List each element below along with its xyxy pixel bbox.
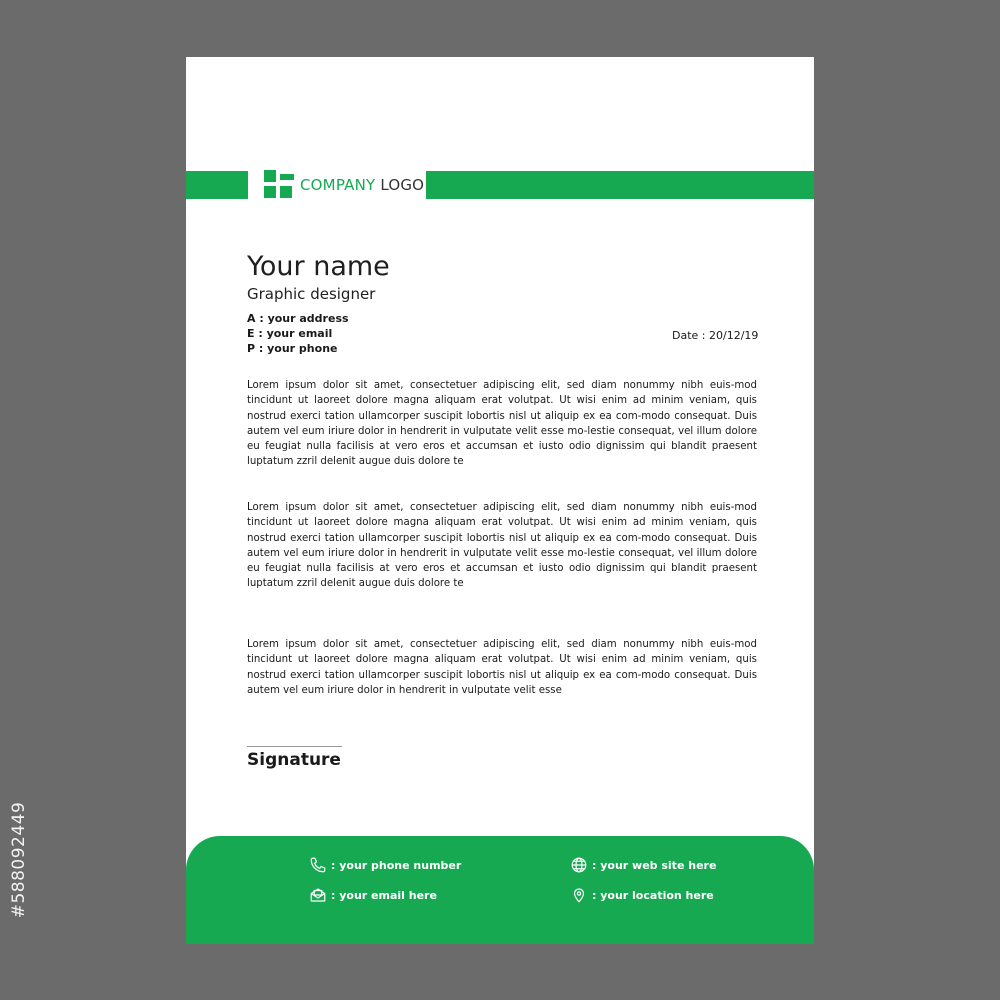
sender-contact [247,311,349,356]
signature-line [247,746,342,747]
body-paragraph: Lorem ipsum dolor sit amet, consectetuer adipiscing elit, sed diam nonummy nibh euis-mod tincidunt ut laoreet dolore magna aliquam erat volutpat. Ut wisi enim ad minim veniam, quis nostrud exerci tation ullamcorper suscipit lobortis nisl ut aliquip ex ea com-modo consequat. Duis autem vel eum iriure dolor in hendrerit in vulputate velit esse [247,639,757,696]
email-icon [309,886,327,904]
company-logo [264,169,424,201]
body-paragraph: Lorem ipsum dolor sit amet, consectetuer adipiscing elit, sed diam nonummy nibh euis-mod tincidunt ut laoreet dolore magna aliquam erat volutpat. Ut wisi enim ad minim veniam, quis nostrud exerci tation ullamcorper suscipit lobortis nisl ut aliquip ex ea com-modo consequat. Duis autem vel eum iriure dolor in hendrerit in vulputate velit esse mo-lestie consequat, vel illum dolore eu feugiat nulla facilisis at vero eros et accumsan et iusto odio dignissim qui blandit praesent luptatum zzril delenit augue duis dolore te [247,380,757,468]
logo-word-company: COMPANY [300,176,376,194]
letter-date: Date : 20/12/19 [672,329,759,342]
body-paragraph: Lorem ipsum dolor sit amet, consectetuer adipiscing elit, sed diam nonummy nibh euis-mod tincidunt ut laoreet dolore magna aliquam erat volutpat. Ut wisi enim ad minim veniam, quis nostrud exerci tation ullamcorper suscipit lobortis nisl ut aliquip ex ea com-modo consequat. Duis autem vel eum iriure dolor in hendrerit in vulputate velit esse mo-lestie consequat, vel illum dolore eu feugiat nulla facilisis at vero eros et accumsan et iusto odio dignissim qui blandit praesent luptatum zzril delenit augue duis dolore te [247,502,757,590]
logo-text [300,176,424,194]
footer-email [309,886,437,904]
phone-icon [309,856,327,874]
footer-website-text: : your web site here [592,858,717,872]
footer-phone [309,856,461,874]
logo-mark-icon [264,170,294,200]
footer-email-text: : your email here [331,888,437,902]
footer-location-text: : your location here [592,888,714,902]
sender-address: A : your address [247,312,349,325]
sender-phone: P : your phone [247,342,338,355]
globe-icon [570,856,588,874]
header-band-left [186,171,248,199]
signature-label: Signature [247,750,341,770]
footer-location [570,886,714,904]
sender-name: Your name [247,251,390,282]
footer-band [186,836,814,944]
location-pin-icon [570,886,588,904]
stock-id-watermark [4,740,34,980]
letterhead-page [186,57,814,944]
sender-email: E : your email [247,327,333,340]
logo-word-logo: LOGO [380,176,425,194]
header-band-right [426,171,814,199]
footer-website [570,856,716,874]
footer-phone-text: : your phone number [331,858,462,872]
sender-role: Graphic designer [247,285,376,303]
stock-id-text: #588092449 [9,801,29,919]
